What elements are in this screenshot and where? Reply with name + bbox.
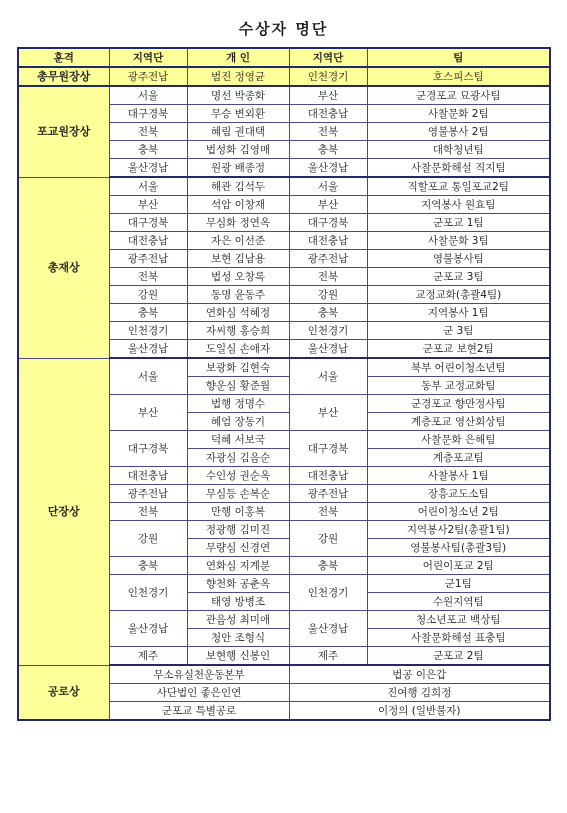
- individual-name: 연화심 지계분: [187, 557, 289, 575]
- team-name: 동부 교정교화팀: [367, 377, 550, 395]
- award-group-name: 총무원장상: [18, 67, 109, 86]
- team-name: 사찰문화해설 직지팀: [367, 159, 550, 178]
- team-region: 광주전남: [289, 250, 367, 268]
- team-name: 군경포교 향만정사팀: [367, 395, 550, 413]
- team-region: 강원: [289, 286, 367, 304]
- individual-name: 태영 방병조: [187, 593, 289, 611]
- individual-name: 석암 이창재: [187, 196, 289, 214]
- table-row: [18, 665, 550, 684]
- individual-name: 혜림 권대택: [187, 123, 289, 141]
- individual-name: 청안 조형식: [187, 629, 289, 647]
- individual-name: 무심화 정연옥: [187, 214, 289, 232]
- team-name: 지역봉사 원효팀: [367, 196, 550, 214]
- individual-name: 동명 윤동주: [187, 286, 289, 304]
- team-name: 어린이포교 2팀: [367, 557, 550, 575]
- header-award: 훈격: [18, 48, 109, 67]
- team-region: 대전충남: [289, 105, 367, 123]
- team-region: 부산: [289, 196, 367, 214]
- individual-region: 대전충남: [109, 232, 187, 250]
- team-region: 대전충남: [289, 232, 367, 250]
- header-team: 팀: [367, 48, 550, 67]
- individual-name: 보광화 김현숙: [187, 358, 289, 377]
- team-name: 사찰봉사 1팀: [367, 467, 550, 485]
- individual-name: 범진 정영균: [187, 67, 289, 86]
- table-row: [18, 67, 550, 86]
- team-name: 교정교화(총괄4팀): [367, 286, 550, 304]
- header-individual: 개 인: [187, 48, 289, 67]
- team-region: 제주: [289, 647, 367, 666]
- team-region: 전북: [289, 268, 367, 286]
- team-region: 전북: [289, 503, 367, 521]
- merit-recipient-right: 이정의 (일반불자): [289, 702, 550, 721]
- team-region: 대전충남: [289, 467, 367, 485]
- individual-region: 서울: [109, 177, 187, 196]
- team-name: 계층포교 영산회상팀: [367, 413, 550, 431]
- team-name: 지역봉사2팀(총괄1팀): [367, 521, 550, 539]
- individual-name: 법행 정명수: [187, 395, 289, 413]
- individual-region: 충북: [109, 557, 187, 575]
- team-name: 대학청년팀: [367, 141, 550, 159]
- individual-name: 수인성 권순옥: [187, 467, 289, 485]
- individual-region: 제주: [109, 647, 187, 666]
- individual-region: 충북: [109, 141, 187, 159]
- team-name: 사찰문화 3팀: [367, 232, 550, 250]
- individual-region: 대구경북: [109, 105, 187, 123]
- individual-region: 울산경남: [109, 611, 187, 647]
- individual-region: 부산: [109, 196, 187, 214]
- team-name: 수원지역팀: [367, 593, 550, 611]
- individual-region: 충북: [109, 304, 187, 322]
- individual-region: 인천경기: [109, 575, 187, 611]
- individual-region: 부산: [109, 395, 187, 431]
- merit-recipient-right: 진여행 김희정: [289, 684, 550, 702]
- team-name: 군포교 2팀: [367, 647, 550, 666]
- team-region: 울산경남: [289, 340, 367, 359]
- table-body: [18, 67, 550, 720]
- team-name: 청소년포교 백상팀: [367, 611, 550, 629]
- team-name: 어린이청소년 2팀: [367, 503, 550, 521]
- table-header: [18, 48, 550, 67]
- team-name: 군포교 3팀: [367, 268, 550, 286]
- individual-name: 덕혜 서보국: [187, 431, 289, 449]
- individual-name: 무심등 손복순: [187, 485, 289, 503]
- team-name: 군포교 보현2팀: [367, 340, 550, 359]
- team-name: 영불봉사팀: [367, 250, 550, 268]
- award-group-name: 총재상: [18, 177, 109, 358]
- individual-region: 광주전남: [109, 67, 187, 86]
- table-row: [18, 358, 550, 377]
- team-name: 사찰문화 2팀: [367, 105, 550, 123]
- team-region: 부산: [289, 86, 367, 105]
- team-name: 사찰문화 은해팀: [367, 431, 550, 449]
- merit-recipient-right: 법공 이은갑: [289, 665, 550, 684]
- team-name: 군1팀: [367, 575, 550, 593]
- individual-name: 보현 김남용: [187, 250, 289, 268]
- individual-region: 대전충남: [109, 467, 187, 485]
- team-name: 군 3팀: [367, 322, 550, 340]
- table-row: [18, 86, 550, 105]
- individual-name: 혜엄 장동기: [187, 413, 289, 431]
- individual-name: 해관 김석두: [187, 177, 289, 196]
- header-region-individual: 지역단: [109, 48, 187, 67]
- individual-region: 서울: [109, 358, 187, 395]
- individual-region: 광주전남: [109, 250, 187, 268]
- individual-name: 만행 이홍복: [187, 503, 289, 521]
- individual-name: 무량심 신경연: [187, 539, 289, 557]
- team-region: 충북: [289, 304, 367, 322]
- team-name: 장흥교도소팀: [367, 485, 550, 503]
- team-name: 북부 어린이청소년팀: [367, 358, 550, 377]
- individual-name: 관음성 최미애: [187, 611, 289, 629]
- individual-region: 강원: [109, 286, 187, 304]
- team-region: 인천경기: [289, 575, 367, 611]
- individual-name: 명선 박종화: [187, 86, 289, 105]
- merit-recipient-left: 군포교 특별공로: [109, 702, 289, 721]
- team-region: 서울: [289, 358, 367, 395]
- team-region: 울산경남: [289, 611, 367, 647]
- individual-region: 인천경기: [109, 322, 187, 340]
- team-region: 인천경기: [289, 67, 367, 86]
- team-name: 군경포교 묘광사팀: [367, 86, 550, 105]
- team-name: 영불봉사팀(총괄3팀): [367, 539, 550, 557]
- individual-region: 전북: [109, 503, 187, 521]
- individual-name: 정광행 김미진: [187, 521, 289, 539]
- individual-name: 원광 배종정: [187, 159, 289, 178]
- awards-table: [17, 47, 551, 721]
- individual-name: 법성 오창록: [187, 268, 289, 286]
- team-name: 직할포교 통일포교2팀: [367, 177, 550, 196]
- individual-name: 법성화 김영매: [187, 141, 289, 159]
- individual-region: 대구경북: [109, 214, 187, 232]
- team-region: 서울: [289, 177, 367, 196]
- individual-region: 강원: [109, 521, 187, 557]
- team-region: 인천경기: [289, 322, 367, 340]
- award-group-name: 공로상: [18, 665, 109, 720]
- merit-recipient-left: 무소유실천운동본부: [109, 665, 289, 684]
- individual-name: 향천화 공춘옥: [187, 575, 289, 593]
- award-group-name: 포교원장상: [18, 86, 109, 177]
- individual-name: 향운심 황준월: [187, 377, 289, 395]
- team-region: 충북: [289, 557, 367, 575]
- team-region: 부산: [289, 395, 367, 431]
- individual-region: 울산경남: [109, 159, 187, 178]
- team-name: 지역봉사 1팀: [367, 304, 550, 322]
- individual-name: 도일심 손애자: [187, 340, 289, 359]
- team-name: 호스피스팀: [367, 67, 550, 86]
- team-region: 충북: [289, 141, 367, 159]
- team-name: 계층포교팀: [367, 449, 550, 467]
- team-name: 군포교 1팀: [367, 214, 550, 232]
- individual-region: 서울: [109, 86, 187, 105]
- individual-region: 광주전남: [109, 485, 187, 503]
- team-region: 광주전남: [289, 485, 367, 503]
- individual-name: 자은 이선준: [187, 232, 289, 250]
- header-region-team: 지역단: [289, 48, 367, 67]
- team-name: 영불봉사 2팀: [367, 123, 550, 141]
- team-region: 울산경남: [289, 159, 367, 178]
- individual-region: 전북: [109, 268, 187, 286]
- individual-name: 무승 변외환: [187, 105, 289, 123]
- team-region: 대구경북: [289, 214, 367, 232]
- team-region: 강원: [289, 521, 367, 557]
- page-title: 수상자 명단: [238, 20, 329, 38]
- individual-region: 울산경남: [109, 340, 187, 359]
- team-region: 대구경북: [289, 431, 367, 467]
- individual-name: 보현행 신봉인: [187, 647, 289, 666]
- table-row: [18, 177, 550, 196]
- individual-name: 연화심 석혜정: [187, 304, 289, 322]
- team-region: 전북: [289, 123, 367, 141]
- individual-name: 자씨행 홍승희: [187, 322, 289, 340]
- individual-region: 전북: [109, 123, 187, 141]
- merit-recipient-left: 사단법인 좋은인연: [109, 684, 289, 702]
- individual-name: 자광심 김음순: [187, 449, 289, 467]
- award-group-name: 단장상: [18, 358, 109, 665]
- individual-region: 대구경북: [109, 431, 187, 467]
- team-name: 사찰문화해설 표충팀: [367, 629, 550, 647]
